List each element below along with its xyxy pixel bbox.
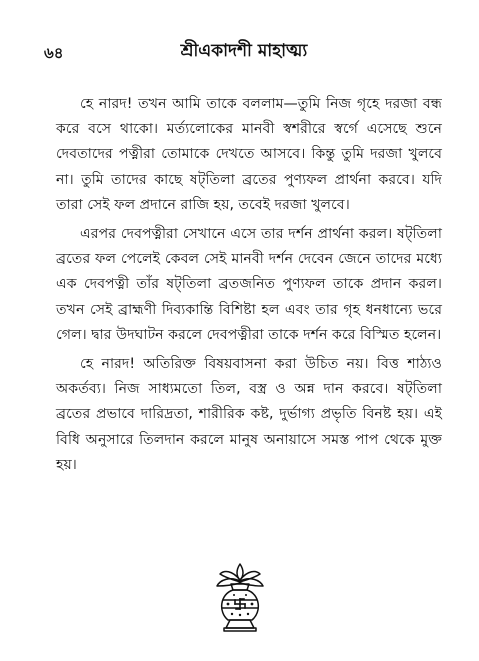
page-number: ৬৪ bbox=[44, 44, 64, 62]
running-title: শ্রীএকাদশী মাহাত্ম্য bbox=[180, 41, 308, 61]
paragraph-2: এরপর দেবপত্নীরা সেখানে এসে তার দর্শন প্রার্থনা করল। ষট্‌তিলা ব্রতের ফল পেলেই কেবল সেই মানবী দর্শন দেবেন জেনে তাদের মধ্যে এক দেবপত্নী তাঁর ষট্‌তিলা ব্রতজনিত পুণ্যফল তাকে প্রদান করল। তখন সেই ব্রাহ্মণী দিব্যকান্তি বিশিষ্টা হল এবং তার গৃহ ধনধান্যে ভরে গেল। দ্বার উদঘাটন করলে দেবপত্নীরা তাকে দর্শন করে বিস্মিত হলেন। bbox=[56, 226, 442, 343]
body-text bbox=[56, 92, 442, 478]
paragraph-3: হে নারদ! অতিরিক্ত বিষয়বাসনা করা উচিত নয়। বিত্ত শাঠ্যও অকর্তব্য। নিজ সাধ্যমতো তিল, বস্ত্র ও অন্ন দান করবে। ষট্‌তিলা ব্রতের প্রভাবে দারিদ্রতা, শারীরিক কষ্ট, দুর্ভাগ্য প্রভৃতি বিনষ্ট হয়। এই বিধি অনুসারে তিলদান করলে মানুষ অনায়াসে সমস্ত পাপ থেকে মুক্ত হয়। bbox=[56, 356, 442, 473]
page-header bbox=[44, 38, 444, 66]
paragraph-1: হে নারদ! তখন আমি তাকে বললাম—তুমি নিজ গৃহে দরজা বন্ধ করে বসে থাকো। মর্ত্যলোকের মানবী স্বশরীরে স্বর্গে এসেছে শুনে দেবতাদের পত্নীরা তোমাকে দেখতে আসবে। কিন্তু তুমি দরজা খুলবে না। তুমি তাদের কাছে ষট্‌তিলা ব্রতের পুণ্যফল প্রার্থনা করবে। যদি তারা সেই ফল প্রদানে রাজি হয়, তবেই দরজা খুলবে। bbox=[56, 96, 442, 213]
kalash-icon bbox=[212, 560, 268, 636]
